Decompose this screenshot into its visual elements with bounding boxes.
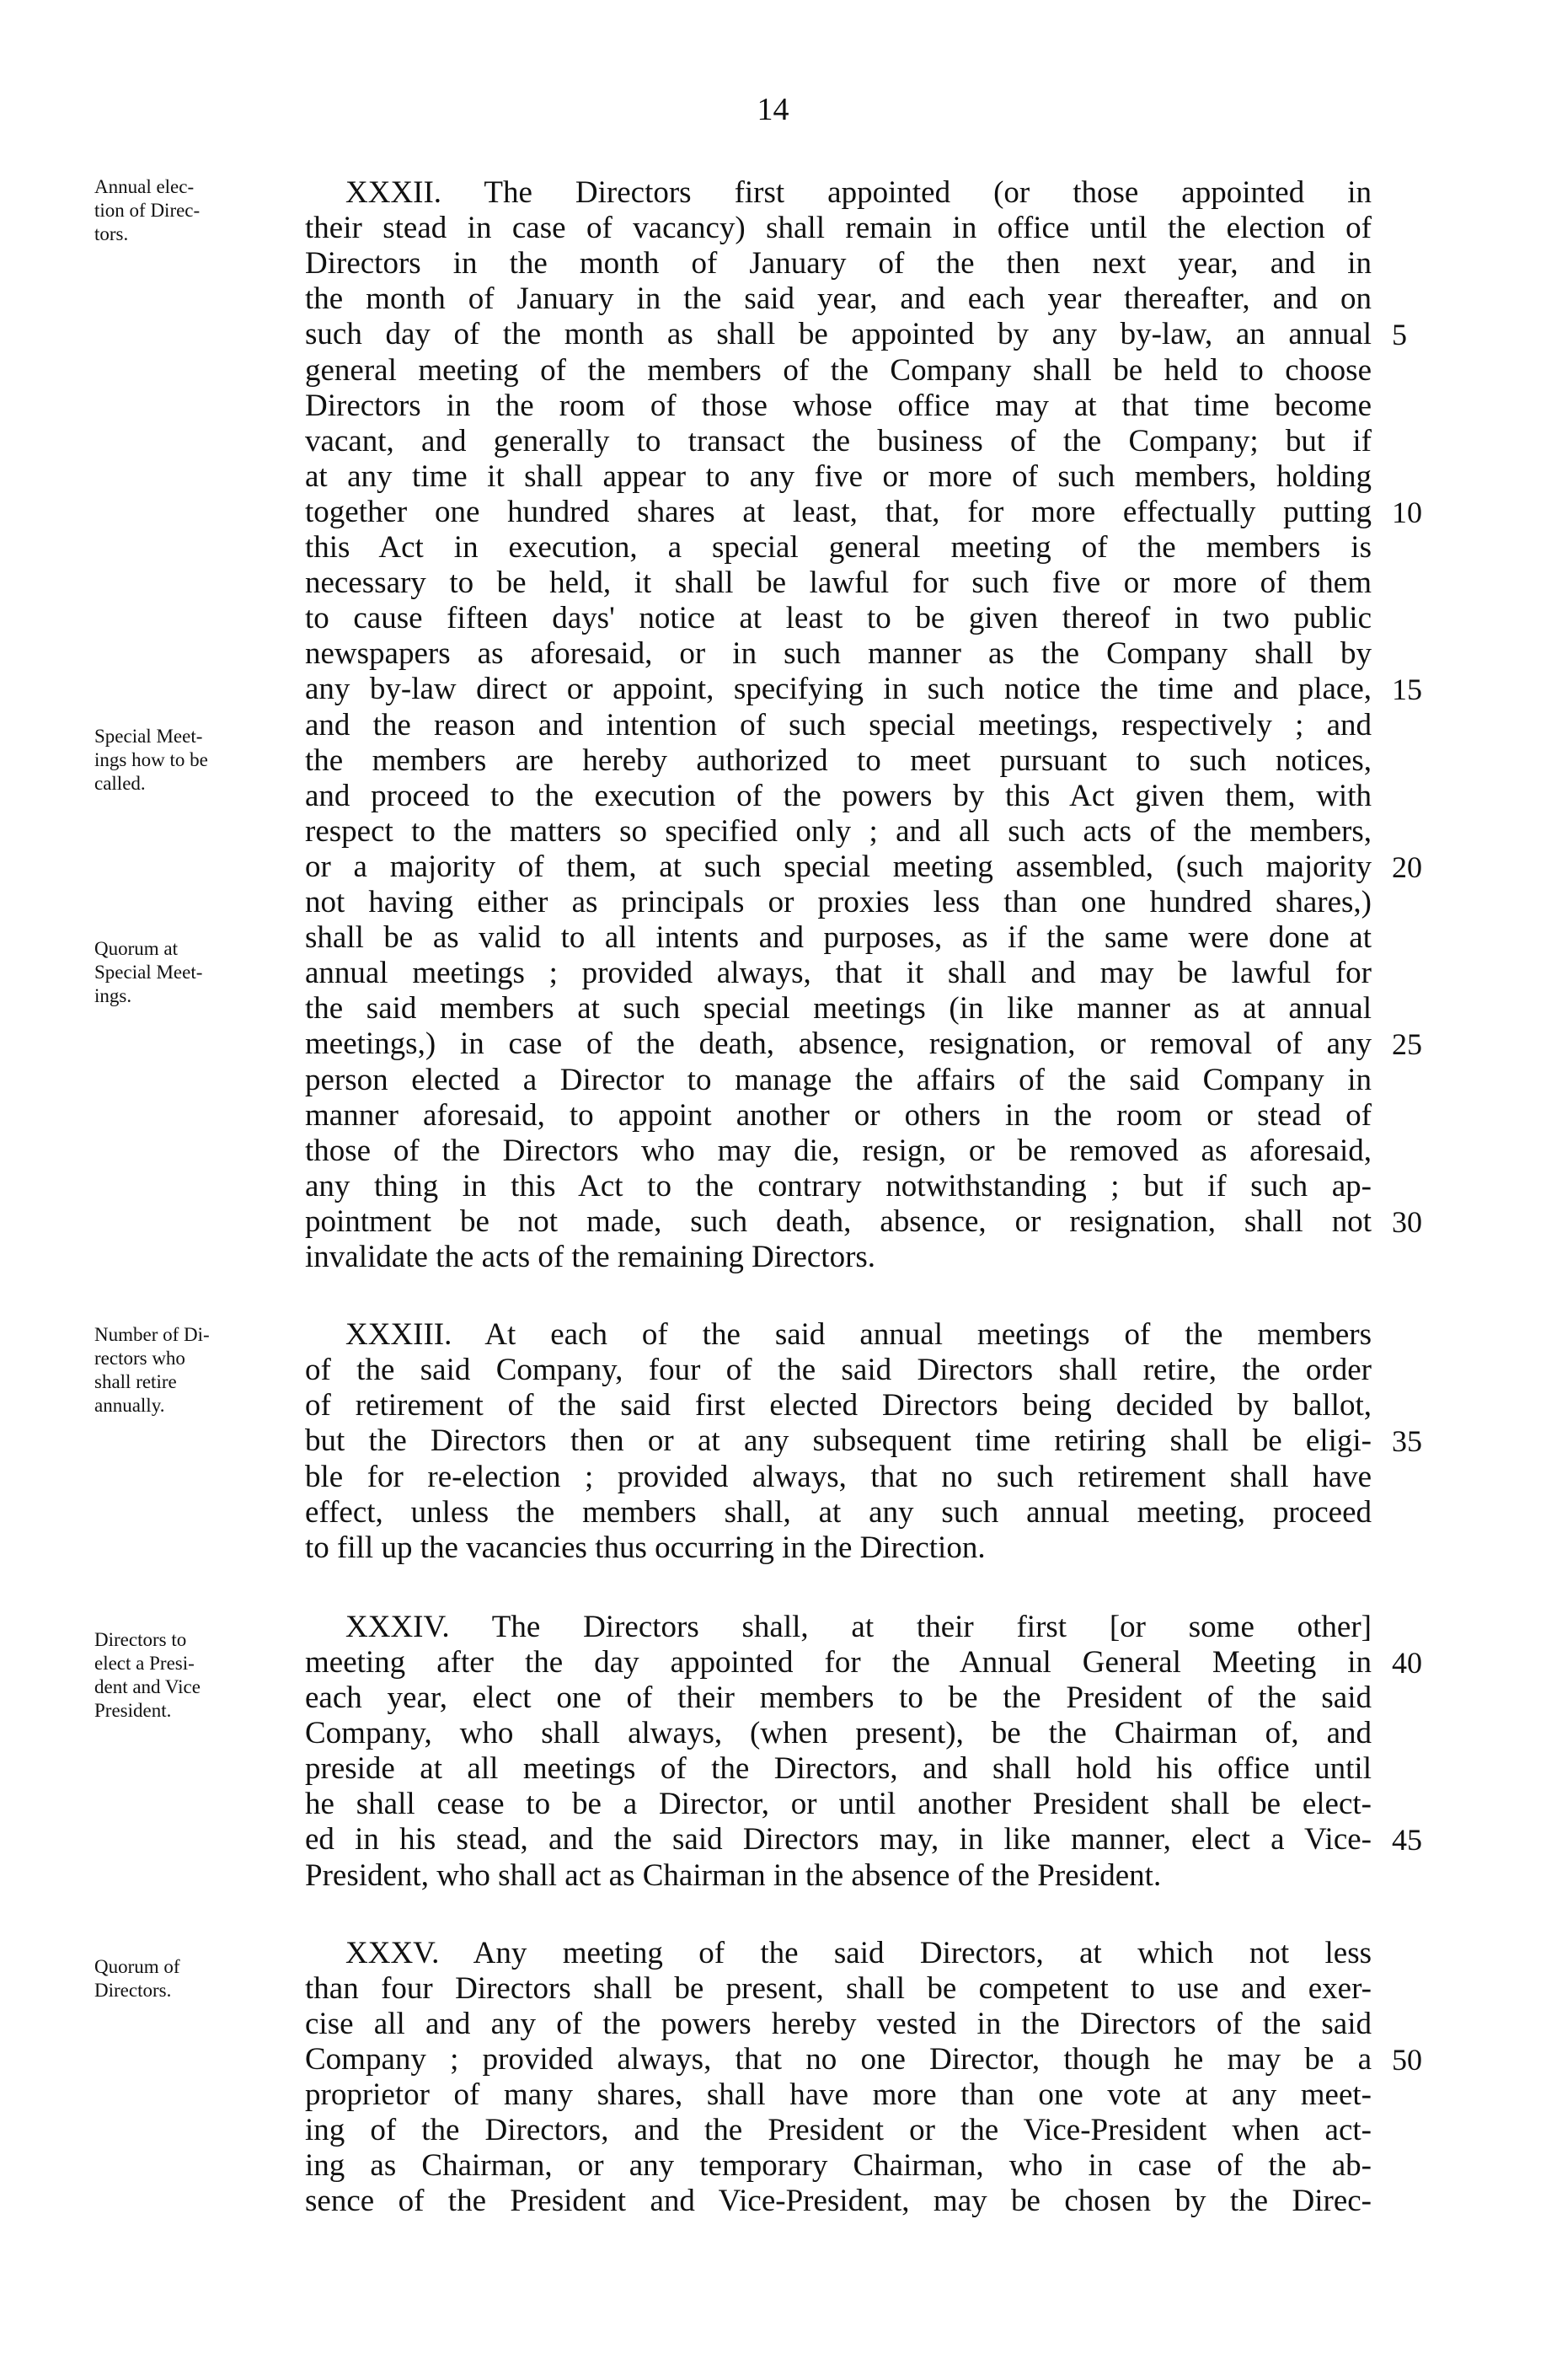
text-line: Directors in the month of January of the then next year, and in: [305, 246, 1372, 281]
line-number: 40: [1392, 1645, 1422, 1680]
text-line: vacant, and generally to transact the business of the Company; but if: [305, 423, 1372, 458]
sidenote-line: President.: [94, 1700, 172, 1721]
text-line: annual meetings ; provided always, that it shall and may be lawful for: [305, 956, 1372, 991]
text-line: he shall cease to be a Director, or until another President shall be elect-: [305, 1787, 1372, 1822]
text-line: those of the Directors who may die, resign, or be removed as aforesaid,: [305, 1133, 1372, 1168]
text-line: XXXII. The Directors first appointed (or those appointed in: [345, 175, 1372, 210]
text-line: and the reason and intention of such special meetings, respectively ; and: [305, 707, 1372, 742]
line-number: 35: [1392, 1424, 1422, 1459]
text-line: Directors in the room of those whose office may at that time become: [305, 388, 1372, 423]
text-line: the members are hereby authorized to meet pursuant to such notices,: [305, 742, 1372, 778]
text-line: any thing in this Act to the contrary notwithstanding ; but if such ap-: [305, 1168, 1372, 1203]
text-line: their stead in case of vacancy) shall remain in office until the election of: [305, 211, 1372, 246]
line-number: 25: [1392, 1027, 1422, 1062]
text-line: proprietor of many shares, shall have more than one vote at any meet-: [305, 2077, 1372, 2112]
text-line: Company, who shall always, (when present), be the Chairman of, and: [305, 1716, 1372, 1751]
text-line: the month of January in the said year, and each year thereafter, and on: [305, 281, 1372, 317]
text-line: of the said Company, four of the said Directors shall retire, the order: [305, 1353, 1372, 1388]
line-number: 45: [1392, 1823, 1422, 1857]
sidenote-line: ings.: [94, 985, 132, 1006]
text-line: each year, elect one of their members to be the President of the said: [305, 1680, 1372, 1715]
text-line: ing as Chairman, or any temporary Chairman, who in case of the ab-: [305, 2148, 1372, 2184]
text-line: XXXIII. At each of the said annual meetings of the members: [345, 1317, 1372, 1353]
page-number: 14: [757, 92, 789, 127]
text-line: XXXV. Any meeting of the said Directors, at which not less: [345, 1935, 1372, 1970]
sidenote-line: rectors who: [94, 1348, 185, 1369]
text-line: this Act in execution, a special general meeting of the members is: [305, 530, 1372, 565]
text-line: sence of the President and Vice-President, may be chosen by the Direc-: [305, 2184, 1372, 2219]
text-line: pointment be not made, such death, absence, or resignation, shall not: [305, 1203, 1372, 1239]
text-line: to fill up the vacancies thus occurring in the Direction.: [305, 1530, 986, 1565]
sidenote-line: tors.: [94, 223, 129, 244]
sidenote-line: shall retire: [94, 1371, 177, 1392]
line-number: 30: [1392, 1204, 1422, 1239]
text-line: necessary to be held, it shall be lawful for such five or more of them: [305, 566, 1372, 601]
sidenote-line: Annual elec-: [94, 176, 195, 197]
text-line: to cause fifteen days' notice at least to be given thereof in two public: [305, 601, 1372, 636]
text-line: invalidate the acts of the remaining Directors.: [305, 1240, 876, 1274]
text-line: manner aforesaid, to appoint another or others in the room or stead of: [305, 1097, 1372, 1133]
text-line: shall be as valid to all intents and purposes, as if the same were done at: [305, 920, 1372, 956]
line-number: 10: [1392, 495, 1422, 529]
text-line: together one hundred shares at least, that, for more effectually putting: [305, 494, 1372, 529]
sidenote-line: ings how to be: [94, 749, 208, 770]
text-line: ing of the Directors, and the President or the Vice-President when act-: [305, 2113, 1372, 2148]
text-line: any by-law direct or appoint, specifying in such notice the time and place,: [305, 672, 1372, 707]
sidenote-line: elect a Presi-: [94, 1653, 195, 1674]
text-line: person elected a Director to manage the affairs of the said Company in: [305, 1062, 1372, 1097]
text-line: at any time it shall appear to any five or more of such members, holding: [305, 458, 1372, 494]
sidenote-line: Directors to: [94, 1629, 187, 1650]
sidenote-line: Special Meet-: [94, 962, 203, 983]
sidenote-line: Directors.: [94, 1980, 172, 2001]
text-line: meetings,) in case of the death, absence, resignation, or removal of any: [305, 1027, 1372, 1062]
text-line: of retirement of the said first elected Directors being decided by ballot,: [305, 1388, 1372, 1423]
line-number: 20: [1392, 850, 1422, 884]
text-line: respect to the matters so specified only ; and all such acts of the members,: [305, 813, 1372, 849]
text-line: or a majority of them, at such special meeting assembled, (such majority: [305, 849, 1372, 884]
text-line: the said members at such special meetings (in like manner as at annual: [305, 991, 1372, 1027]
text-line: preside at all meetings of the Directors, and shall hold his office until: [305, 1751, 1372, 1787]
sidenote-line: Quorum of: [94, 1956, 180, 1977]
text-line: general meeting of the members of the Company shall be held to choose: [305, 352, 1372, 388]
text-line: than four Directors shall be present, shall be competent to use and exer-: [305, 1970, 1372, 2006]
sidenote-line: Quorum at: [94, 938, 179, 959]
sidenote-line: called.: [94, 773, 146, 794]
text-line: not having either as principals or proxies less than one hundred shares,): [305, 885, 1372, 919]
text-line: Company ; provided always, that no one Director, though he may be a: [305, 2041, 1372, 2077]
line-number: 15: [1392, 673, 1422, 707]
text-line: and proceed to the execution of the powers by this Act given them, with: [305, 778, 1372, 813]
sidenote-line: tion of Direc-: [94, 200, 201, 221]
sidenote-line: annually.: [94, 1395, 165, 1416]
sidenote-line: Number of Di-: [94, 1324, 210, 1345]
line-number: 5: [1392, 318, 1407, 352]
text-line: newspapers as aforesaid, or in such manner as the Company shall by: [305, 636, 1372, 672]
text-line: cise all and any of the powers hereby vested in the Directors of the said: [305, 2006, 1372, 2041]
text-line: effect, unless the members shall, at any such annual meeting, proceed: [305, 1494, 1372, 1530]
line-number: 50: [1392, 2042, 1422, 2077]
text-line: such day of the month as shall be appointed by any by-law, an annual: [305, 317, 1372, 352]
text-line: XXXIV. The Directors shall, at their first [or some other]: [345, 1609, 1372, 1644]
text-line: President, who shall act as Chairman in the absence of the President.: [305, 1857, 1162, 1893]
text-line: ble for re-election ; provided always, that no such retirement shall have: [305, 1459, 1372, 1494]
sidenote-line: dent and Vice: [94, 1676, 201, 1697]
text-line: ed in his stead, and the said Directors may, in like manner, elect a Vice-: [305, 1822, 1372, 1857]
text-line: meeting after the day appointed for the Annual General Meeting in: [305, 1644, 1372, 1680]
text-line: but the Directors then or at any subsequent time retiring shall be eligi-: [305, 1423, 1372, 1459]
sidenote-line: Special Meet-: [94, 726, 203, 747]
